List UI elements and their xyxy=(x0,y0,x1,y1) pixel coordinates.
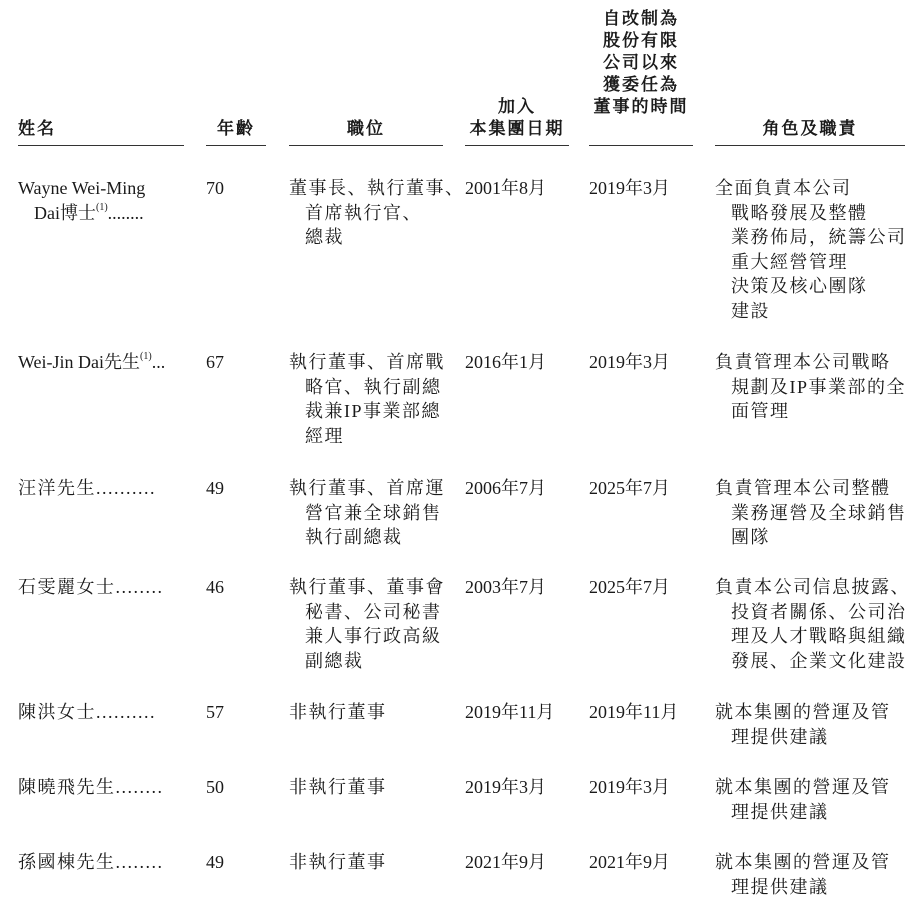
table-row-4-position xyxy=(289,575,445,673)
table-row-5-position xyxy=(289,700,387,725)
role-line: 建設 xyxy=(731,300,770,321)
header-appoint-date-line: 股份有限 xyxy=(603,31,679,51)
footnote-marker: (1) xyxy=(96,201,108,213)
name-leader-dots: ........ xyxy=(107,202,144,223)
position-line: 非執行董事 xyxy=(289,852,387,872)
role-line: 就本集團的營運及管 xyxy=(715,777,891,797)
position-line: 秘書、公司秘書 xyxy=(305,601,442,622)
role-line: 業務佈局，統籌公司 xyxy=(731,227,907,248)
position-line: 兼人事行政高級 xyxy=(305,626,442,647)
header-position: 職位 xyxy=(347,119,385,139)
header-appoint-date-line: 自改制為 xyxy=(603,9,679,29)
position-line: 裁兼IP事業部總 xyxy=(305,401,442,422)
position-line: 執行董事、首席運 xyxy=(289,478,445,498)
header-rule-role xyxy=(715,145,905,146)
header-appoint-date-line: 獲委任為 xyxy=(603,75,679,95)
position-line: 副總裁 xyxy=(305,650,364,671)
table-row-3-position xyxy=(289,476,445,550)
role-line: 投資者關係、公司治 xyxy=(731,601,907,622)
table-row-4-age: 46 xyxy=(206,577,224,597)
position-line: 執行董事、董事會 xyxy=(289,577,445,597)
table-row-6-name xyxy=(18,775,164,800)
table-row-3-name xyxy=(18,476,156,501)
name-line xyxy=(18,201,145,226)
footnote-marker: (1) xyxy=(140,351,152,362)
table-row-4-appoint-date: 2025年7月 xyxy=(589,577,670,597)
table-row-1-position xyxy=(289,176,465,250)
name-line: 汪洋先生.......... xyxy=(18,478,156,498)
table-row-4-role xyxy=(715,575,910,673)
name-line: 孫國棟先生........ xyxy=(18,852,164,872)
role-line: 面管理 xyxy=(731,401,790,422)
table-row-5-role xyxy=(715,700,891,749)
role-line: 發展、企業文化建設 xyxy=(731,650,907,671)
name-line: 石雯麗女士........ xyxy=(18,577,164,597)
table-row-6-position xyxy=(289,775,387,800)
table-row-1-name xyxy=(18,176,145,225)
table-row-3-role xyxy=(715,476,907,550)
table-row-7-role xyxy=(715,850,891,899)
position-line: 略官、執行副總 xyxy=(305,376,442,397)
header-join-date xyxy=(465,96,569,140)
role-line: 就本集團的營運及管 xyxy=(715,852,891,872)
role-line: 負責管理本公司戰略 xyxy=(715,352,891,372)
header-rule-age xyxy=(206,145,266,146)
header-rule-name xyxy=(18,145,184,146)
table-row-2-position xyxy=(289,350,445,448)
name-line xyxy=(18,350,165,375)
role-line: 負責本公司信息披露、 xyxy=(715,577,910,597)
role-line: 團隊 xyxy=(731,527,770,548)
header-appoint-date-line: 董事的時間 xyxy=(593,97,689,117)
header-rule-join-date xyxy=(465,145,569,146)
table-row-3-appoint-date: 2025年7月 xyxy=(589,478,670,498)
position-line: 執行副總裁 xyxy=(305,527,403,548)
table-row-5-age: 57 xyxy=(206,702,224,722)
table-row-6-join-date: 2019年3月 xyxy=(465,777,546,797)
position-line: 經理 xyxy=(305,425,344,446)
name-line: Wayne Wei-Ming xyxy=(18,178,146,198)
table-row-1-age: 70 xyxy=(206,178,224,198)
table-row-7-name xyxy=(18,850,164,875)
position-line: 董事長、執行董事、 xyxy=(289,178,465,198)
table-row-6-role xyxy=(715,775,891,824)
header-join-date-line: 加入 xyxy=(498,97,536,117)
role-line: 負責管理本公司整體 xyxy=(715,478,891,498)
table-row-5-name xyxy=(18,700,156,725)
table-row-6-appoint-date: 2019年3月 xyxy=(589,777,670,797)
role-line: 戰略發展及整體 xyxy=(731,202,868,223)
header-appoint-date xyxy=(589,8,693,118)
name-text: Wei-Jin Dai先生 xyxy=(18,352,141,372)
table-row-7-position xyxy=(289,850,387,875)
table-row-2-join-date: 2016年1月 xyxy=(465,352,546,372)
header-name: 姓名 xyxy=(18,119,56,139)
table-row-1-role xyxy=(715,176,907,324)
position-line: 營官兼全球銷售 xyxy=(305,502,442,523)
table-row-5-appoint-date: 2019年11月 xyxy=(589,702,679,722)
name-line: 陳洪女士.......... xyxy=(18,702,156,722)
role-line: 決策及核心團隊 xyxy=(731,276,868,297)
header-age: 年齡 xyxy=(217,119,255,139)
role-line: 就本集團的營運及管 xyxy=(715,702,891,722)
name-leader-dots: ... xyxy=(151,352,166,372)
role-line: 理提供建議 xyxy=(731,726,829,747)
header-join-date-line: 本集團日期 xyxy=(469,119,565,139)
role-line: 重大經營管理 xyxy=(731,251,848,272)
role-line: 業務運營及全球銷售 xyxy=(731,502,907,523)
header-role: 角色及職責 xyxy=(762,119,858,139)
table-row-1-appoint-date: 2019年3月 xyxy=(589,178,670,198)
table-row-7-join-date: 2021年9月 xyxy=(465,852,546,872)
position-line: 總裁 xyxy=(305,227,344,248)
position-line: 執行董事、首席戰 xyxy=(289,352,445,372)
role-line: 理提供建議 xyxy=(731,876,829,897)
role-line: 理提供建議 xyxy=(731,801,829,822)
table-row-5-join-date: 2019年11月 xyxy=(465,702,555,722)
role-line: 規劃及IP事業部的全 xyxy=(731,376,907,397)
position-line: 首席執行官、 xyxy=(305,202,422,223)
table-row-7-appoint-date: 2021年9月 xyxy=(589,852,670,872)
position-line: 非執行董事 xyxy=(289,777,387,797)
position-line: 非執行董事 xyxy=(289,702,387,722)
header-rule-appoint-date xyxy=(589,145,693,146)
name-line: 陳曉飛先生........ xyxy=(18,777,164,797)
table-row-2-age: 67 xyxy=(206,352,224,372)
role-line: 全面負責本公司 xyxy=(715,178,852,198)
table-row-2-name xyxy=(18,350,165,375)
name-text: Dai博士 xyxy=(34,202,96,223)
table-row-4-name xyxy=(18,575,164,600)
header-rule-position xyxy=(289,145,443,146)
table-row-3-age: 49 xyxy=(206,478,224,498)
table-row-4-join-date: 2003年7月 xyxy=(465,577,546,597)
table-row-2-appoint-date: 2019年3月 xyxy=(589,352,670,372)
header-appoint-date-line: 公司以來 xyxy=(603,53,679,73)
role-line: 理及人才戰略與組織 xyxy=(731,626,907,647)
table-row-3-join-date: 2006年7月 xyxy=(465,478,546,498)
table-row-2-role xyxy=(715,350,906,424)
table-row-7-age: 49 xyxy=(206,852,224,872)
table-row-1-join-date: 2001年8月 xyxy=(465,178,546,198)
table-row-6-age: 50 xyxy=(206,777,224,797)
